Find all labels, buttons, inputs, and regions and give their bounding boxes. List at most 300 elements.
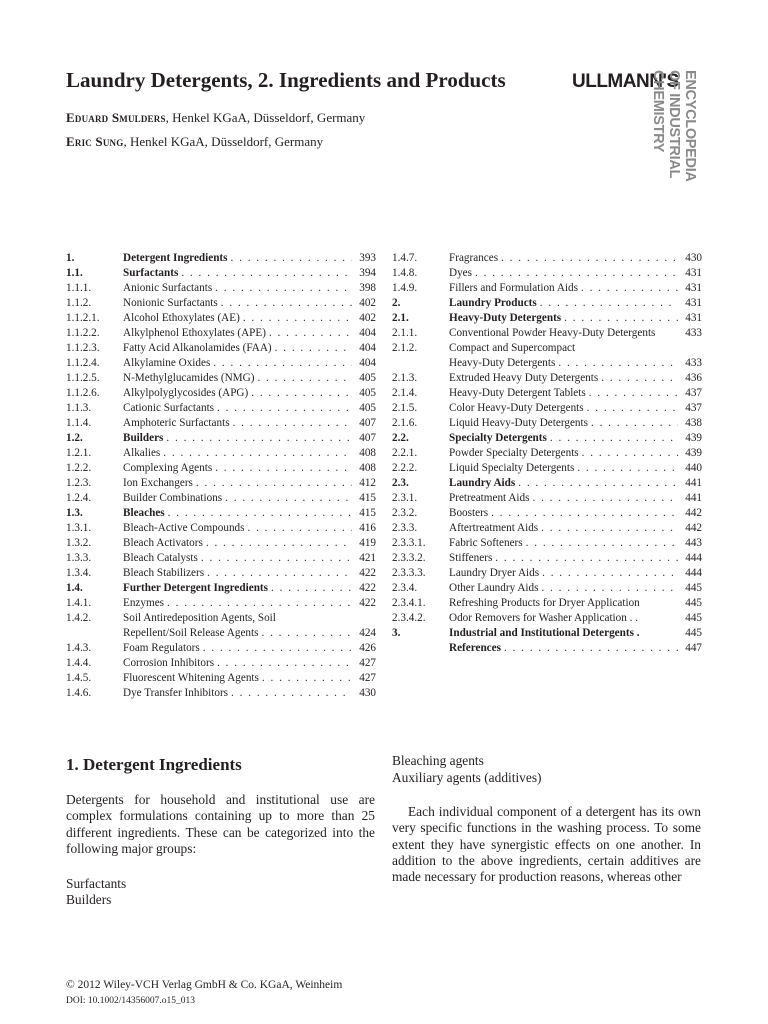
toc-entry-title: Fatty Acid Alkanolamides (FAA) <box>123 342 272 354</box>
toc-entry-title: Bleach Stabilizers <box>123 567 205 579</box>
toc-entry-number: 1.1.2.4. <box>66 357 100 369</box>
toc-entry-number: 2.2.2. <box>392 462 418 474</box>
toc-entry-title: Heavy-Duty Detergent Tablets <box>449 387 586 399</box>
toc-entry-title: References <box>449 642 501 654</box>
encyclopedia-logo-vertical: ENCYCLOPEDIA OF INDUSTRIAL CHEMISTRY <box>650 70 698 182</box>
doi-line: DOI: 10.1002/14356007.o15_013 <box>66 996 196 1006</box>
toc-dot-leader <box>501 641 678 656</box>
toc-entry-title: Bleach Activators <box>123 537 203 549</box>
toc-entry-page: 404 <box>359 342 376 354</box>
toc-entry-page: 431 <box>685 267 702 279</box>
toc-entry-page: 408 <box>359 447 376 459</box>
toc-entry-title: Heavy-Duty Detergents <box>449 312 562 324</box>
toc-entry-title: Liquid Heavy-Duty Detergents <box>449 417 588 429</box>
toc-entry <box>392 326 702 341</box>
toc-dot-leader <box>538 581 678 596</box>
toc-entry <box>392 356 702 371</box>
toc-entry-number: 1.3.2. <box>66 537 92 549</box>
toc-entry-number: 1.4.7. <box>392 252 418 264</box>
toc-entry-page: 445 <box>685 612 702 624</box>
toc-entry-number: 1.4.8. <box>392 267 418 279</box>
toc-dot-leader <box>588 416 678 431</box>
toc-entry-title-wrap <box>449 251 678 266</box>
toc-entry-title: Laundry Products <box>449 297 537 309</box>
toc-dot-leader <box>228 251 352 266</box>
toc-entry <box>66 551 376 566</box>
toc-column-right <box>392 251 702 656</box>
toc-entry <box>392 581 702 596</box>
toc-entry-title: Further Detergent Ingredients <box>123 582 268 594</box>
toc-dot-leader <box>561 311 678 326</box>
toc-entry <box>66 581 376 596</box>
toc-entry <box>66 431 376 446</box>
toc-dot-leader <box>160 446 352 461</box>
toc-entry-title: Liquid Specialty Detergents <box>449 462 575 474</box>
author-line-1 <box>66 110 365 126</box>
toc-entry-page: 404 <box>359 357 376 369</box>
toc-entry-title-wrap <box>449 431 678 446</box>
toc-dot-leader <box>655 326 678 341</box>
toc-entry <box>66 491 376 506</box>
toc-entry-page: 443 <box>685 537 702 549</box>
toc-entry-title: Conventional Powder Heavy-Duty Detergents <box>449 327 656 339</box>
toc-entry-number: 2.3.2. <box>392 507 418 519</box>
toc-entry-page: 442 <box>685 507 702 519</box>
toc-entry-title-wrap <box>449 401 678 416</box>
toc-dot-leader <box>230 416 352 431</box>
toc-entry-title: Industrial and Institutional Detergents . <box>449 627 640 639</box>
toc-entry-title: Complexing Agents <box>123 462 213 474</box>
toc-entry-number: 2.3.3.2. <box>392 552 426 564</box>
toc-entry-number: 1.4.4. <box>66 657 92 669</box>
toc-dot-leader <box>212 281 352 296</box>
toc-entry <box>66 641 376 656</box>
toc-entry <box>392 371 702 386</box>
toc-entry-title-wrap <box>449 371 678 386</box>
toc-entry-title: Ion Exchangers <box>123 477 193 489</box>
toc-entry-page: 421 <box>359 552 376 564</box>
toc-entry-page: 433 <box>685 327 702 339</box>
toc-entry-title: Amphoteric Surfactants <box>123 417 230 429</box>
toc-dot-leader <box>165 506 352 521</box>
toc-dot-leader <box>163 431 352 446</box>
toc-entry <box>392 626 702 641</box>
toc-entry-number: 1.1.2.1. <box>66 312 100 324</box>
toc-entry-number: 1.4.2. <box>66 612 92 624</box>
author-name: Eric Sung <box>66 134 124 149</box>
toc-entry-page: 433 <box>685 357 702 369</box>
author-line-2 <box>66 134 323 150</box>
toc-entry-title: Extruded Heavy Duty Detergents <box>449 372 599 384</box>
toc-entry-title-wrap <box>123 356 352 371</box>
toc-entry-title-wrap <box>449 311 678 326</box>
toc-dot-leader <box>575 341 678 356</box>
toc-dot-leader <box>200 641 352 656</box>
toc-entry-page: 402 <box>359 312 376 324</box>
toc-entry-page: 422 <box>359 597 376 609</box>
toc-entry-page <box>352 611 376 626</box>
toc-entry-title-wrap <box>449 326 678 341</box>
toc-entry-page: 426 <box>359 642 376 654</box>
toc-entry <box>66 311 376 326</box>
toc-entry <box>66 326 376 341</box>
toc-dot-leader <box>598 371 678 386</box>
toc-entry-page: 445 <box>685 597 702 609</box>
toc-entry-title-wrap <box>123 311 352 326</box>
toc-entry-page: 422 <box>359 567 376 579</box>
toc-entry-page: 439 <box>685 432 702 444</box>
toc-entry-title-wrap <box>449 461 678 476</box>
toc-entry-title-wrap <box>449 491 678 506</box>
toc-dot-leader <box>574 461 678 476</box>
toc-entry-page: 419 <box>359 537 376 549</box>
toc-entry-page: 407 <box>359 432 376 444</box>
toc-entry <box>392 446 702 461</box>
author-affiliation: , Henkel KGaA, Düsseldorf, Germany <box>165 110 366 125</box>
toc-entry-title: Boosters <box>449 507 489 519</box>
toc-dot-leader <box>640 596 678 611</box>
toc-dot-leader <box>529 491 678 506</box>
toc-entry-title-wrap <box>123 686 352 701</box>
toc-entry <box>66 266 376 281</box>
toc-entry <box>66 296 376 311</box>
toc-dot-leader <box>523 536 678 551</box>
toc-dot-leader <box>555 356 678 371</box>
toc-dot-leader <box>222 491 352 506</box>
section-heading: 1. Detergent Ingredients <box>66 755 242 774</box>
toc-entry-page: 402 <box>359 297 376 309</box>
toc-entry-page: 442 <box>685 522 702 534</box>
toc-entry-number: 1.2.3. <box>66 477 92 489</box>
toc-entry-title: Enzymes <box>123 597 165 609</box>
toc-entry <box>392 416 702 431</box>
toc-entry-title: Other Laundry Aids <box>449 582 539 594</box>
list-item: Surfactants <box>66 876 127 891</box>
toc-entry-title-wrap <box>123 611 352 626</box>
toc-entry <box>392 476 702 491</box>
toc-entry-page: 440 <box>685 462 702 474</box>
toc-entry-title-wrap <box>449 506 678 521</box>
toc-entry-title: Refreshing Products for Dryer Application <box>449 597 640 609</box>
toc-entry-page: 431 <box>685 312 702 324</box>
toc-entry-page: 394 <box>359 267 376 279</box>
toc-entry-title-wrap <box>449 281 678 296</box>
copyright-notice: © 2012 Wiley-VCH Verlag GmbH & Co. KGaA, Weinheim <box>66 979 343 991</box>
toc-dot-leader <box>640 626 678 641</box>
toc-entry-title-wrap <box>449 356 678 371</box>
toc-entry-page <box>678 341 702 356</box>
toc-entry-title: Specialty Detergents <box>449 432 547 444</box>
toc-dot-leader <box>584 401 678 416</box>
toc-entry-number: 1.1. <box>66 267 83 279</box>
toc-entry-title-wrap <box>449 641 678 656</box>
toc-entry-number: 1.3.3. <box>66 552 92 564</box>
toc-entry-number: 1.1.4. <box>66 417 92 429</box>
toc-entry <box>392 506 702 521</box>
toc-entry <box>392 611 702 626</box>
toc-entry-title: Bleach-Active Compounds <box>123 522 245 534</box>
toc-entry-number: 1.2.2. <box>66 462 92 474</box>
toc-entry-title-wrap <box>449 596 678 611</box>
toc-entry-number: 2.2.1. <box>392 447 418 459</box>
toc-entry-page: 447 <box>685 642 702 654</box>
toc-entry-title-wrap <box>449 266 678 281</box>
toc-entry <box>392 596 702 611</box>
toc-entry-page: 431 <box>685 297 702 309</box>
toc-entry-title-wrap <box>123 626 352 641</box>
toc-entry <box>392 431 702 446</box>
toc-entry-title: Dye Transfer Inhibitors <box>123 687 229 699</box>
toc-entry <box>66 341 376 356</box>
toc-entry <box>392 521 702 536</box>
toc-dot-leader <box>472 266 678 281</box>
toc-dot-leader <box>266 326 352 341</box>
toc-entry-title-wrap <box>123 386 352 401</box>
toc-entry-title-wrap <box>123 371 352 386</box>
toc-entry <box>392 341 702 356</box>
toc-entry-title-wrap <box>449 416 678 431</box>
toc-entry-number: 1.2.1. <box>66 447 92 459</box>
toc-entry-number: 1.4.9. <box>392 282 418 294</box>
toc-dot-leader <box>259 671 352 686</box>
toc-entry-number: 2.1.5. <box>392 402 418 414</box>
toc-entry-title-wrap <box>123 416 352 431</box>
toc-entry-page: 441 <box>685 477 702 489</box>
toc-entry <box>392 551 702 566</box>
body-paragraph-left: Detergents for household and institutional use are complex formulations containing up to more than 25 different ingredients. These can be categorized into the following major groups: <box>66 792 375 856</box>
toc-entry-title: N-Methylglucamides (NMG) <box>123 372 255 384</box>
toc-dot-leader <box>276 611 352 626</box>
toc-entry-page: 398 <box>359 282 376 294</box>
toc-entry-number: 1.4. <box>66 582 83 594</box>
toc-entry-title-wrap <box>449 566 678 581</box>
toc-entry-title: Alkalies <box>123 447 161 459</box>
toc-entry-number: 1.4.5. <box>66 672 92 684</box>
toc-entry-title-wrap <box>123 251 352 266</box>
toc-entry-title: Stiffeners <box>449 552 493 564</box>
toc-entry-title-wrap <box>123 656 352 671</box>
toc-entry-page: 427 <box>359 672 376 684</box>
toc-entry-page: 439 <box>685 447 702 459</box>
toc-entry-number: 1.1.2. <box>66 297 92 309</box>
toc-entry-number: 2.1.3. <box>392 372 418 384</box>
toc-entry-title: Builders <box>123 432 164 444</box>
toc-entry-title: Powder Specialty Detergents <box>449 447 579 459</box>
toc-entry-page: 441 <box>685 492 702 504</box>
toc-entry-number: 1.1.3. <box>66 402 92 414</box>
toc-entry-title: Detergent Ingredients <box>123 252 228 264</box>
toc-entry-number: 1.4.1. <box>66 597 92 609</box>
toc-entry-title: Aftertreatment Aids <box>449 522 539 534</box>
toc-entry-title: Repellent/Soil Release Agents <box>123 627 259 639</box>
toc-entry-title: Corrosion Inhibitors <box>123 657 215 669</box>
toc-entry-number: 1. <box>66 252 75 264</box>
toc-entry-number: 2. <box>392 297 401 309</box>
toc-entry-title-wrap <box>123 551 352 566</box>
toc-dot-leader <box>638 611 678 626</box>
toc-entry-title-wrap <box>123 266 352 281</box>
toc-entry-page: 444 <box>685 567 702 579</box>
toc-dot-leader <box>268 581 352 596</box>
toc-entry-title: Bleach Catalysts <box>123 552 198 564</box>
toc-entry <box>66 386 376 401</box>
toc-entry-title-wrap <box>123 326 352 341</box>
toc-entry-title: Alkylamine Oxides <box>123 357 211 369</box>
toc-entry <box>392 536 702 551</box>
toc-entry <box>66 356 376 371</box>
toc-entry-number: 2.1.6. <box>392 417 418 429</box>
toc-entry <box>66 251 376 266</box>
toc-dot-leader <box>492 551 678 566</box>
toc-dot-leader <box>248 386 352 401</box>
toc-dot-leader <box>578 281 678 296</box>
toc-entry <box>392 386 702 401</box>
toc-entry-page: 438 <box>685 417 702 429</box>
toc-entry-title-wrap <box>123 491 352 506</box>
toc-entry-number <box>392 356 449 371</box>
toc-entry-title: Fabric Softeners <box>449 537 523 549</box>
toc-entry <box>392 566 702 581</box>
toc-entry-page: 416 <box>359 522 376 534</box>
toc-dot-leader <box>244 521 352 536</box>
toc-entry-number: 2.3.3.1. <box>392 537 426 549</box>
toc-dot-leader <box>547 431 678 446</box>
toc-entry-number: 1.4.3. <box>66 642 92 654</box>
toc-entry-number: 1.3. <box>66 507 83 519</box>
toc-entry-number: 2.1.2. <box>392 342 418 354</box>
toc-entry-title-wrap <box>449 521 678 536</box>
toc-entry-page: 437 <box>685 387 702 399</box>
toc-dot-leader <box>210 356 352 371</box>
toc-entry <box>66 506 376 521</box>
toc-entry-title: Foam Regulators <box>123 642 200 654</box>
toc-entry-number: 1.2. <box>66 432 83 444</box>
toc-entry-title-wrap <box>449 536 678 551</box>
toc-dot-leader <box>198 551 352 566</box>
toc-entry-title-wrap <box>449 296 678 311</box>
toc-dot-leader <box>258 626 352 641</box>
toc-column-left <box>66 251 376 701</box>
toc-dot-leader <box>218 296 352 311</box>
toc-dot-leader <box>212 461 352 476</box>
toc-entry-title-wrap <box>123 521 352 536</box>
toc-entry <box>392 311 702 326</box>
toc-entry-title: Laundry Dryer Aids <box>449 567 540 579</box>
toc-entry <box>392 296 702 311</box>
toc-entry <box>66 446 376 461</box>
toc-entry <box>392 461 702 476</box>
toc-dot-leader <box>228 686 352 701</box>
toc-entry <box>392 266 702 281</box>
toc-entry-page: 430 <box>359 687 376 699</box>
toc-entry-number: 2.2. <box>392 432 409 444</box>
toc-entry <box>66 686 376 701</box>
toc-entry-page: 424 <box>359 627 376 639</box>
toc-entry-page: 445 <box>685 627 702 639</box>
toc-entry <box>66 401 376 416</box>
toc-entry-number: 2.3.1. <box>392 492 418 504</box>
toc-entry-title: Alcohol Ethoxylates (AE) <box>123 312 240 324</box>
toc-entry-title-wrap <box>449 611 678 626</box>
toc-entry-title: Soil Antiredeposition Agents, Soil <box>123 612 276 624</box>
toc-entry-title-wrap <box>123 536 352 551</box>
toc-entry-number <box>392 641 449 656</box>
toc-entry-number: 2.3.4.2. <box>392 612 426 624</box>
toc-entry-page: 427 <box>359 657 376 669</box>
toc-entry <box>66 461 376 476</box>
toc-entry <box>66 536 376 551</box>
toc-entry-title-wrap <box>449 446 678 461</box>
toc-entry-title: Alkylpolyglycosides (APG) <box>123 387 249 399</box>
toc-entry-title: Compact and Supercompact <box>449 342 576 354</box>
toc-entry-number: 2.3.4. <box>392 582 418 594</box>
list-item: Auxiliary agents (additives) <box>392 770 542 785</box>
toc-entry-title-wrap <box>449 581 678 596</box>
toc-entry-page: 422 <box>359 582 376 594</box>
toc-entry <box>66 566 376 581</box>
toc-entry-number: 2.3.3.3. <box>392 567 426 579</box>
toc-entry-number: 1.1.2.2. <box>66 327 100 339</box>
toc-entry-number <box>66 626 123 641</box>
toc-entry-title-wrap <box>123 281 352 296</box>
toc-entry-title-wrap <box>123 581 352 596</box>
toc-entry-number: 1.4.6. <box>66 687 92 699</box>
toc-dot-leader <box>178 266 352 281</box>
toc-entry <box>66 596 376 611</box>
toc-entry <box>392 641 702 656</box>
toc-entry-title-wrap <box>123 566 352 581</box>
toc-entry-page: 404 <box>359 327 376 339</box>
toc-entry-title-wrap <box>449 476 678 491</box>
author-name: Eduard Smulders <box>66 110 166 125</box>
toc-entry-page: 431 <box>685 282 702 294</box>
toc-entry-title-wrap <box>123 446 352 461</box>
toc-entry-title-wrap <box>123 671 352 686</box>
toc-entry-page: 407 <box>359 417 376 429</box>
toc-entry-page: 437 <box>685 402 702 414</box>
toc-entry-page: 412 <box>359 477 376 489</box>
author-affiliation: , Henkel KGaA, Düsseldorf, Germany <box>123 134 324 149</box>
toc-entry-title: Builder Combinations <box>123 492 223 504</box>
toc-entry-title: Cationic Surfactants <box>123 402 215 414</box>
toc-entry-title-wrap <box>123 596 352 611</box>
toc-dot-leader <box>515 476 678 491</box>
toc-entry-title: Pretreatment Aids <box>449 492 530 504</box>
ullmanns-logo-name: ULLMANN'S <box>572 71 679 92</box>
toc-entry-number: 2.3.4.1. <box>392 597 426 609</box>
toc-dot-leader <box>164 596 352 611</box>
toc-entry-page: 444 <box>685 552 702 564</box>
toc-dot-leader <box>538 521 678 536</box>
list-item: Builders <box>66 892 112 907</box>
toc-dot-leader <box>586 386 678 401</box>
toc-dot-leader <box>579 446 678 461</box>
toc-dot-leader <box>203 536 352 551</box>
toc-entry-page: 415 <box>359 492 376 504</box>
toc-entry-page: 405 <box>359 402 376 414</box>
toc-entry-number: 3. <box>392 627 401 639</box>
toc-entry-title: Odor Removers for Washer Application . . <box>449 612 639 624</box>
toc-entry <box>66 476 376 491</box>
toc-dot-leader <box>488 506 678 521</box>
toc-entry-title: Color Heavy-Duty Detergents <box>449 402 584 414</box>
toc-entry-page: 445 <box>685 582 702 594</box>
toc-entry-title: Fluorescent Whitening Agents <box>123 672 259 684</box>
toc-entry-title: Anionic Surfactants <box>123 282 213 294</box>
toc-entry-title: Heavy-Duty Detergents <box>449 357 556 369</box>
toc-entry <box>392 281 702 296</box>
toc-entry-page: 393 <box>359 252 376 264</box>
